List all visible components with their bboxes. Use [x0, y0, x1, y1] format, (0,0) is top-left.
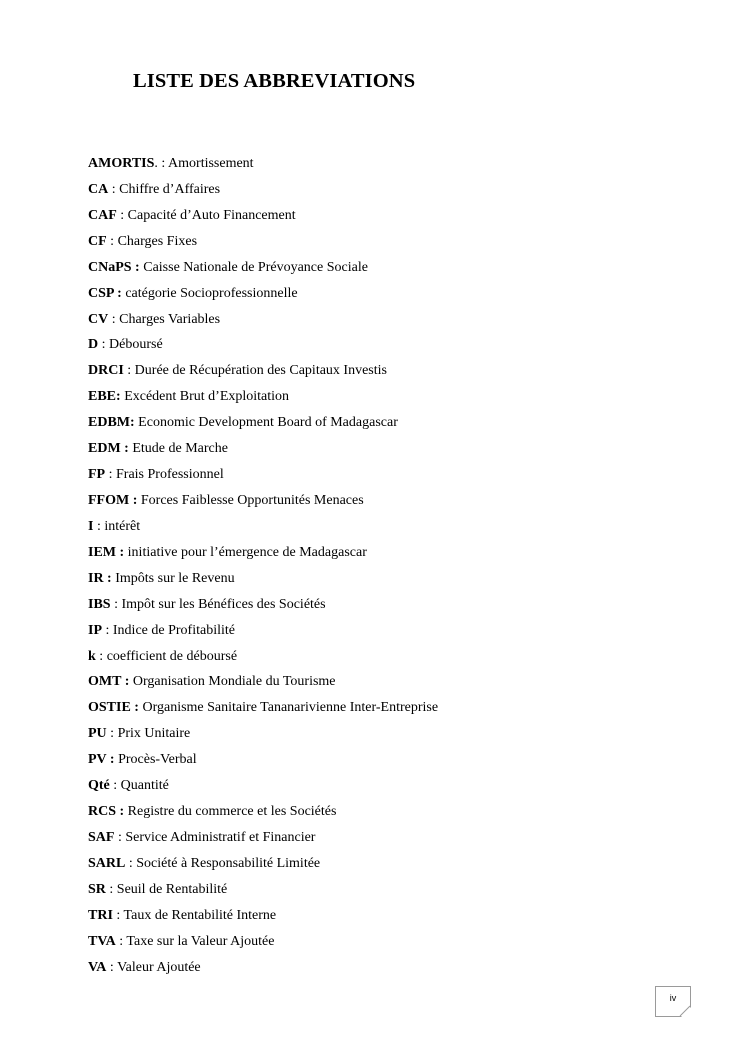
abbreviation-term: IP: [88, 622, 102, 638]
abbreviation-definition: Impôt sur les Bénéfices des Sociétés: [121, 596, 326, 612]
abbreviation-term: CV: [88, 311, 109, 327]
abbreviation-definition: coefficient de déboursé: [106, 648, 238, 664]
abbreviation-separator: :: [110, 596, 122, 612]
abbreviation-separator: :: [108, 181, 120, 197]
abbreviation-term: TRI: [88, 907, 113, 923]
abbreviation-term: RCS :: [88, 804, 125, 820]
abbreviation-term: CAF: [88, 207, 117, 223]
abbreviation-definition: Chiffre d’Affaires: [119, 181, 221, 197]
abbreviation-definition: Frais Professionnel: [116, 467, 224, 483]
abbreviation-entry: [88, 569, 438, 595]
abbreviation-term: CF: [88, 233, 107, 249]
abbreviation-separator: :: [105, 467, 116, 483]
abbreviation-term: SAF: [88, 829, 115, 845]
abbreviation-definition: initiative pour l’émergence de Madagascar: [127, 544, 367, 560]
abbreviation-term: EBE:: [88, 389, 121, 405]
abbreviation-entry: [88, 361, 438, 387]
abbreviation-term: AMORTIS: [88, 156, 155, 171]
abbreviation-entry: [88, 465, 438, 491]
abbreviation-definition: Service Administratif et Financier: [125, 829, 316, 845]
abbreviation-entry: [88, 335, 438, 361]
abbreviation-term: D: [88, 337, 99, 353]
abbreviation-definition: Charges Variables: [119, 311, 221, 327]
abbreviation-term: IEM :: [88, 544, 125, 560]
abbreviation-definition: Caisse Nationale de Prévoyance Sociale: [143, 259, 368, 275]
abbreviation-separator: :: [109, 778, 121, 794]
abbreviation-entry: [88, 543, 438, 569]
abbreviation-separator: :: [98, 337, 110, 353]
abbreviation-term: CSP :: [88, 285, 122, 301]
abbreviation-definition: Registre du commerce et les Sociétés: [127, 804, 337, 820]
abbreviation-separator: :: [93, 518, 105, 534]
abbreviation-entry: [88, 958, 438, 984]
abbreviation-entry: [88, 854, 438, 880]
abbreviation-entry: [88, 595, 438, 621]
abbreviation-entry: [88, 284, 438, 310]
abbreviation-definition: Procès-Verbal: [118, 752, 197, 768]
abbreviation-entry: [88, 154, 438, 180]
abbreviation-separator: :: [115, 933, 127, 949]
abbreviation-separator: :: [106, 233, 118, 249]
abbreviation-entry: [88, 802, 438, 828]
abbreviation-separator: :: [112, 907, 124, 923]
abbreviation-term: CNaPS :: [88, 259, 140, 275]
abbreviation-entry: [88, 310, 438, 336]
page-number-box: [655, 986, 691, 1017]
abbreviation-term: k: [88, 648, 96, 664]
abbreviation-entry: [88, 776, 438, 802]
abbreviation-definition: Quantité: [120, 778, 169, 794]
abbreviation-term: IBS: [88, 596, 111, 612]
abbreviation-entry: [88, 413, 438, 439]
abbreviation-term: SARL: [88, 855, 126, 871]
abbreviation-entry: [88, 206, 438, 232]
abbreviation-term: EDBM:: [88, 415, 135, 431]
abbreviation-separator: :: [123, 363, 135, 379]
abbreviation-definition: Taux de Rentabilité Interne: [123, 907, 277, 923]
abbreviation-separator: :: [102, 622, 113, 638]
abbreviation-entry: [88, 180, 438, 206]
abbreviation-entry: [88, 828, 438, 854]
abbreviation-term: EDM :: [88, 441, 129, 457]
abbreviation-definition: Impôts sur le Revenu: [115, 570, 235, 586]
abbreviation-entry: [88, 258, 438, 284]
abbreviation-entry: [88, 672, 438, 698]
abbreviation-separator: :: [106, 959, 118, 975]
abbreviation-term: OSTIE :: [88, 700, 139, 716]
abbreviation-entry: [88, 880, 438, 906]
page-number: iv: [669, 993, 677, 1003]
abbreviation-term: PU: [88, 726, 107, 742]
abbreviation-definition: Organisme Sanitaire Tananarivienne Inter-Entreprise: [142, 700, 439, 716]
abbreviation-definition: Prix Unitaire: [117, 726, 191, 742]
abbreviation-term: OMT :: [88, 674, 130, 690]
abbreviation-separator: . :: [154, 156, 169, 171]
abbreviation-term: FFOM :: [88, 492, 138, 508]
abbreviation-term: CA: [88, 181, 109, 197]
abbreviation-term: IR :: [88, 570, 112, 586]
abbreviation-separator: :: [106, 726, 118, 742]
abbreviation-separator: :: [114, 829, 126, 845]
abbreviation-definition: Capacité d’Auto Financement: [127, 207, 296, 223]
abbreviation-entry: [88, 647, 438, 673]
abbreviation-definition: Charges Fixes: [117, 233, 198, 249]
page-title: LISTE DES ABBREVIATIONS: [133, 70, 416, 92]
abbreviation-entry: [88, 621, 438, 647]
abbreviation-separator: :: [95, 648, 107, 664]
abbreviation-term: VA: [88, 959, 107, 975]
abbreviation-term: FP: [88, 467, 106, 483]
abbreviation-entry: [88, 232, 438, 258]
abbreviation-entry: [88, 750, 438, 776]
abbreviation-separator: :: [108, 311, 120, 327]
abbreviation-entry: [88, 439, 438, 465]
abbreviation-definition: Organisation Mondiale du Tourisme: [132, 674, 336, 690]
abbreviation-definition: Seuil de Rentabilité: [116, 881, 228, 897]
abbreviation-term: PV :: [88, 752, 115, 768]
abbreviation-definition: Economic Development Board of Madagascar: [138, 415, 398, 431]
abbreviation-definition: Durée de Récupération des Capitaux Investis: [134, 363, 387, 379]
abbreviation-entry: [88, 932, 438, 958]
abbreviation-separator: :: [105, 881, 117, 897]
abbreviation-definition: Excédent Brut d’Exploitation: [124, 389, 290, 405]
abbreviation-definition: catégorie Socioprofessionnelle: [125, 285, 298, 301]
abbreviation-entry: [88, 698, 438, 724]
abbreviation-definition: Etude de Marche: [132, 441, 228, 457]
abbreviation-definition: intérêt: [104, 518, 141, 534]
abbreviation-term: I: [88, 518, 94, 534]
abbreviation-list: [88, 154, 438, 984]
abbreviation-entry: [88, 906, 438, 932]
abbreviation-separator: :: [125, 855, 137, 871]
abbreviation-entry: [88, 517, 438, 543]
abbreviation-term: TVA: [88, 933, 116, 949]
abbreviation-definition: Société à Responsabilité Limitée: [136, 855, 321, 871]
abbreviation-entry: [88, 387, 438, 413]
abbreviation-term: DRCI: [88, 363, 124, 379]
abbreviation-definition: Déboursé: [109, 337, 163, 353]
abbreviation-definition: Valeur Ajoutée: [117, 959, 201, 975]
abbreviation-entry: [88, 724, 438, 750]
abbreviation-definition: Taxe sur la Valeur Ajoutée: [126, 933, 275, 949]
abbreviation-definition: Forces Faiblesse Opportunités Menaces: [140, 492, 364, 508]
folded-corner-icon: [681, 1007, 691, 1017]
abbreviation-definition: Amortissement: [168, 156, 254, 171]
abbreviation-definition: Indice de Profitabilité: [112, 622, 235, 638]
abbreviation-entry: [88, 491, 438, 517]
abbreviation-term: Qté: [88, 778, 110, 794]
abbreviation-term: SR: [88, 881, 106, 897]
abbreviation-separator: :: [116, 207, 128, 223]
